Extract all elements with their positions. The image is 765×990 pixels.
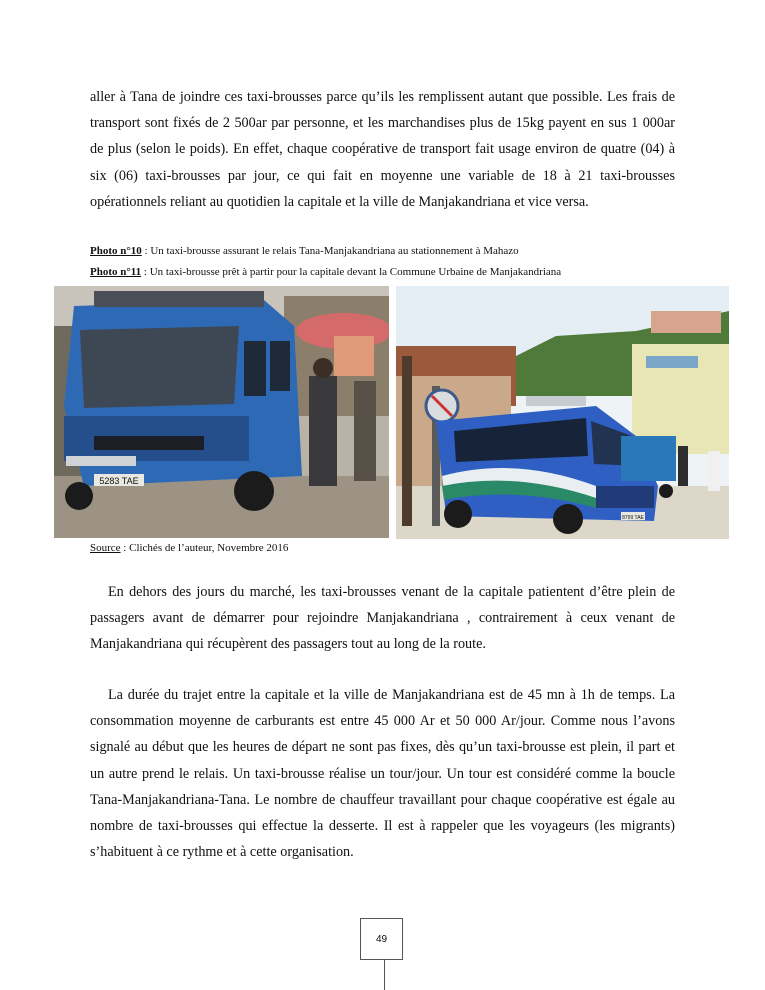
page-number: 49 xyxy=(360,918,403,960)
paragraph-market-days: En dehors des jours du marché, les taxi-brousses venant de la capitale patientent d’être plein de passagers avant de démarrer pour rejoindre Manjakandriana , contrairement à ceux venant de Manjakandriana qui récupèrent des passagers tout au long de la route. xyxy=(90,584,675,653)
caption-photo-10 xyxy=(90,244,710,258)
left-license-plate: 5283 TAE xyxy=(99,476,139,486)
caption-label: Photo n°11 xyxy=(90,266,142,278)
paragraph-trip-duration: La durée du trajet entre la capitale et la ville de Manjakandriana est de 45 mn à 1h de temps. La consommation moyenne de carburants est entre 45 000 Ar et 50 000 Ar/jour. Comme nous l’avons signalé au début que les heures de départ ne sont pas fixes, dès qu’un taxi-brousse est plein, il part et un autre prend le relais. Un taxi-brousse réalise un tour/jour. Un tour est considéré comme la boucle Tana-Manjakandriana-Tana. Le nombre de chauffeur travaillant pour chaque coopérative est égale au nombre de taxi-brousses qui effectue la desserte. Il est à rappeler que les voyageurs (les migrants) s’habituent à ce rythme et à cette organisation. xyxy=(90,687,675,861)
source-text: : Clichés de l’auteur, Novembre 2016 xyxy=(120,542,289,554)
caption-photo-11 xyxy=(90,265,710,279)
caption-text: : Un taxi-brousse assurant le relais Tana-Manjakandriana au stationnement à Mahazo xyxy=(141,245,519,257)
photo-taxi-brousse-mahazo xyxy=(54,286,389,538)
caption-label: Photo n°10 xyxy=(90,245,142,257)
paragraph-intro: aller à Tana de joindre ces taxi-brousses parce qu’ils les remplissent autant que possible. Les frais de transport sont fixés de 2 500ar par personne, et les marchandises plus de 15kg payent en sus 1 000ar de plus (selon le poids). En effet, chaque coopérative de transport fait usage environ de quatre (04) à six (06) taxi-brousses par jour, ce qui fait en moyenne une variable de 18 à 21 taxi-brousses opérationnels reliant au quotidien la capitale et la ville de Manjakandriana et vice versa. xyxy=(90,89,675,210)
caption-source xyxy=(90,541,710,555)
page-number-line xyxy=(384,960,385,990)
caption-text: : Un taxi-brousse prêt à partir pour la capitale devant la Commune Urbaine de Manjakandriana xyxy=(141,266,562,278)
source-label: Source xyxy=(90,542,121,554)
right-license-plate: 8799 TAE xyxy=(622,515,644,521)
photo-taxi-brousse-commune xyxy=(396,286,729,539)
